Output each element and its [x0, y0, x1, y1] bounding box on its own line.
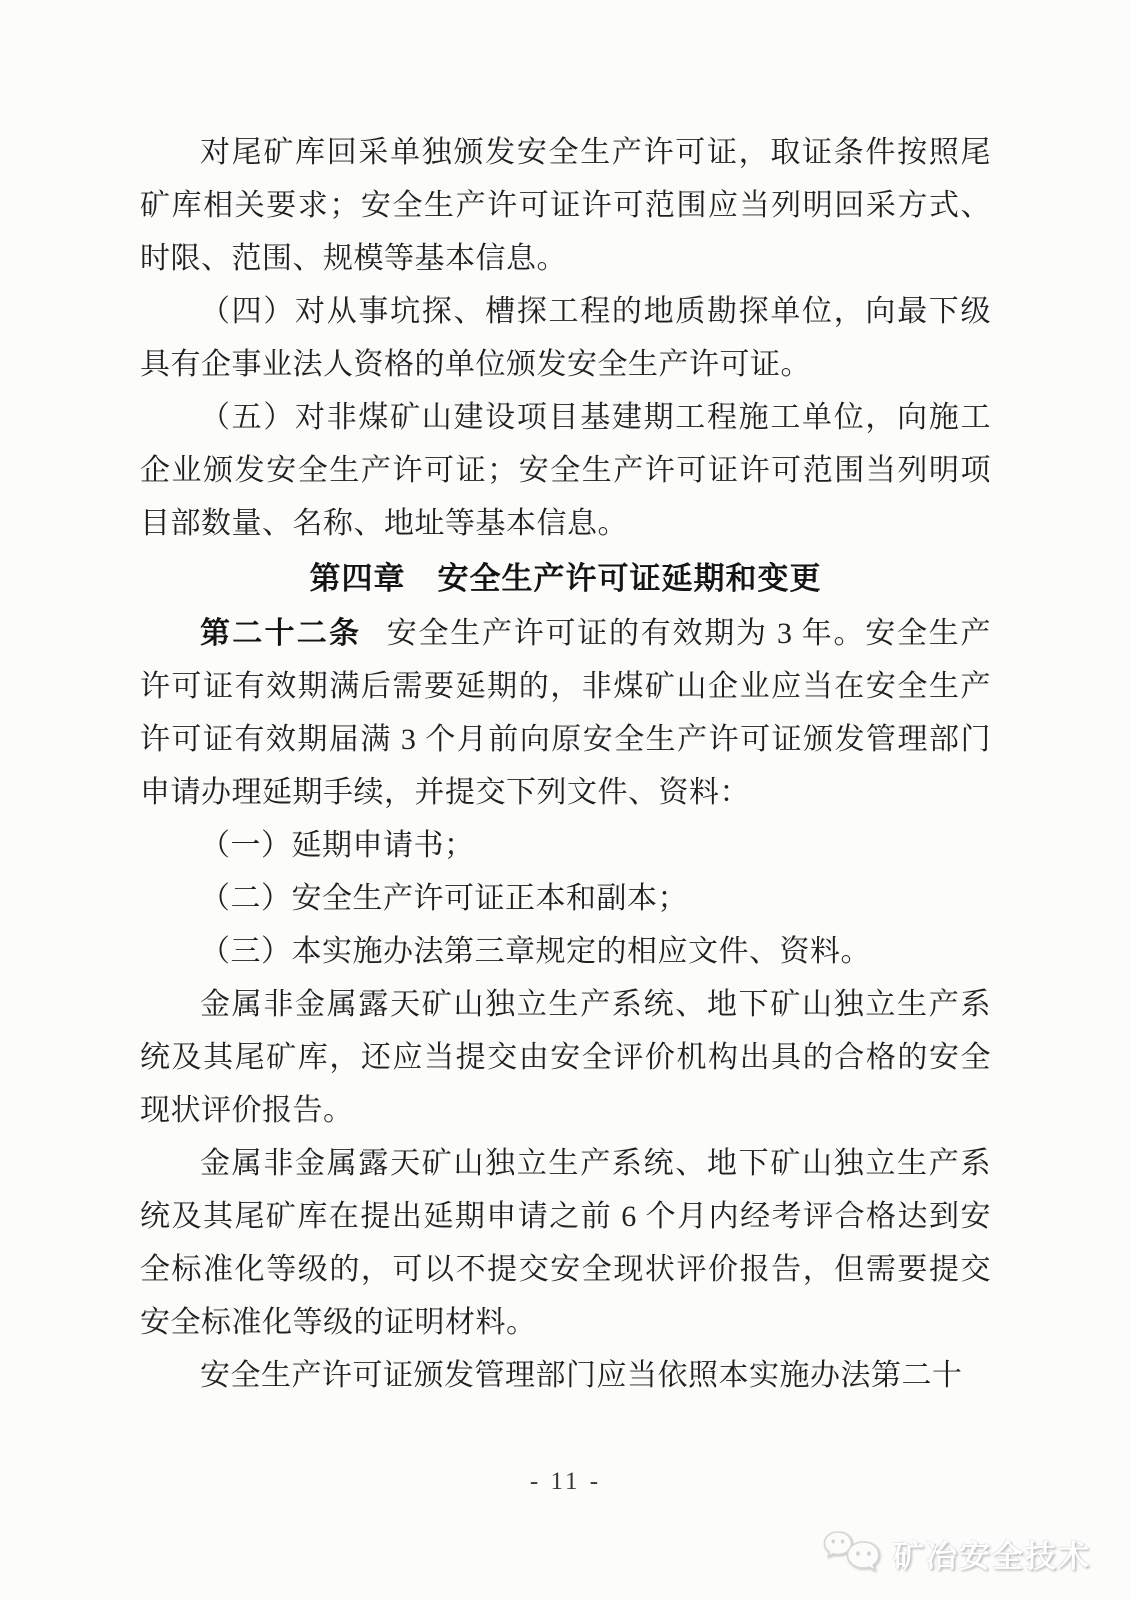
article-number: 第二十二条	[200, 617, 362, 650]
paragraph: 安全生产许可证颁发管理部门应当依照本实施办法第二十	[200, 1359, 963, 1392]
article-text: 安全生产许可证的有效期为 3 年。安全生产许可证有效期满后需要延期的，非煤矿山企业应当在安全生产许可证有效期届满 3 个月前向原安全生产许可证颁发管理部门申请办理延期手续，并提交下列文件、资料：	[140, 617, 991, 809]
wechat-icon	[822, 1528, 884, 1578]
list-item: （一）延期申请书；	[200, 829, 475, 862]
paragraph: 对尾矿库回采单独颁发安全生产许可证，取证条件按照尾矿库相关要求；安全生产许可证许可范围应当列明回采方式、时限、范围、规模等基本信息。	[140, 136, 991, 275]
list-item: （二）安全生产许可证正本和副本；	[200, 882, 688, 915]
brand-watermark	[822, 1528, 1091, 1578]
paragraph: （四）对从事坑探、槽探工程的地质勘探单位，向最下级具有企事业法人资格的单位颁发安全生产许可证。	[140, 295, 991, 381]
chapter-heading: 第四章 安全生产许可证延期和变更	[309, 561, 822, 596]
paragraph: 金属非金属露天矿山独立生产系统、地下矿山独立生产系统及其尾矿库，还应当提交由安全评价机构出具的合格的安全现状评价报告。	[140, 988, 991, 1127]
page-number: - 11 -	[529, 1468, 602, 1495]
paragraph: 金属非金属露天矿山独立生产系统、地下矿山独立生产系统及其尾矿库在提出延期申请之前 6 个月内经考评合格达到安全标准化等级的，可以不提交安全现状评价报告，但需要提交安全标准化等级的证明材料。	[140, 1147, 991, 1339]
article-paragraph	[140, 607, 991, 819]
watermark-label: 矿冶安全技术	[893, 1538, 1091, 1574]
list-item: （三）本实施办法第三章规定的相应文件、资料。	[200, 935, 871, 968]
paragraph: （五）对非煤矿山建设项目基建期工程施工单位，向施工企业颁发安全生产许可证；安全生产许可证许可范围当列明项目部数量、名称、地址等基本信息。	[140, 401, 991, 540]
document-body	[140, 126, 991, 1402]
page-footer	[0, 1468, 1131, 1496]
